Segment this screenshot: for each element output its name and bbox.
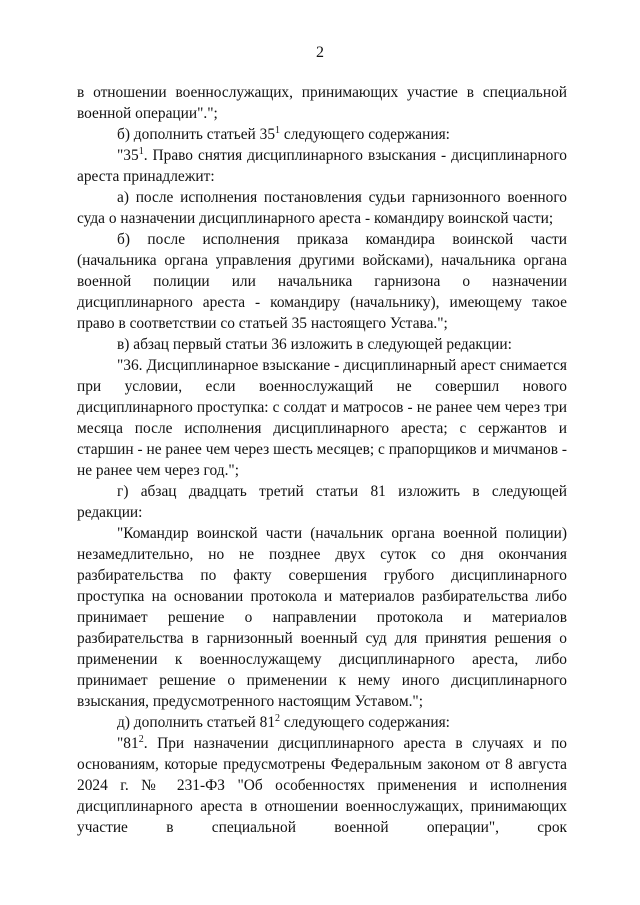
document-body xyxy=(77,82,567,838)
superscript: 1 xyxy=(138,145,144,157)
paragraph: "$81^2$. При назначении дисциплинарного ареста в случаях и по основаниям, которые предусмотрены Федеральным законом от 8 августа 2024 г. № 231-ФЗ "Об особенностях применения и исполнения дисциплинарного ареста в отношении военнослужащих, принимающих участие в специальной военной операции", срок xyxy=(77,733,567,836)
paragraph: "Командир воинской части (начальник органа военной полиции) незамедлительно, но не позднее двух суток со дня окончания разбирательства по факту совершения грубого дисциплинарного проступка на основании протокола и материалов разбирательства либо принимает решение о направлении протокола и материалов разбирательства в гарнизонный военный суд для принятия решения о применении к военнослужащему дисциплинарного ареста, либо принимает решение о применении к нему иного дисциплинарного взыскания, предусмотренного настоящим Уставом."; xyxy=(77,525,567,710)
paragraph: в отношении военнослужащих, принимающих участие в специальной военной операции"."; xyxy=(77,84,567,122)
paragraph: "$35^1$. Право снятия дисциплинарного взыскания - дисциплинарного ареста принадлежит: xyxy=(77,145,567,185)
page-number: 2 xyxy=(316,44,324,61)
paragraph: г) абзац двадцать третий статьи 81 изложить в следующей редакции: xyxy=(77,483,567,521)
paragraph: "36. Дисциплинарное взыскание - дисциплинарный арест снимается при условии, если военнослужащий не совершил нового дисциплинарного проступка: с солдат и матросов - не ранее чем через три месяца после исполнения дисциплинарного ареста; с сержантов и старшин - не ранее чем через шесть месяцев; с прапорщиков и мичманов - не ранее чем через год."; xyxy=(77,357,567,479)
paragraph: в) абзац первый статьи 36 изложить в следующей редакции: xyxy=(117,336,512,353)
superscript: 1 xyxy=(275,124,281,136)
superscript: 2 xyxy=(275,712,281,724)
paragraph: б) после исполнения приказа командира воинской части (начальника органа управления другими войсками), начальника органа военной полиции или начальника гарнизона о назначении дисциплинарного ареста - командиру (начальнику), имеющему такое право в соответствии со статьей 35 настоящего Устава."; xyxy=(77,231,567,332)
paragraph: д) дополнить статьей $81^2$ следующего содержания: xyxy=(117,712,450,731)
superscript: 2 xyxy=(138,733,144,745)
paragraph: а) после исполнения постановления судьи гарнизонного военного суда о назначении дисциплинарного ареста - командиру воинской части; xyxy=(77,189,567,227)
paragraph: б) дополнить статьей $35^1$ следующего содержания: xyxy=(117,124,450,143)
